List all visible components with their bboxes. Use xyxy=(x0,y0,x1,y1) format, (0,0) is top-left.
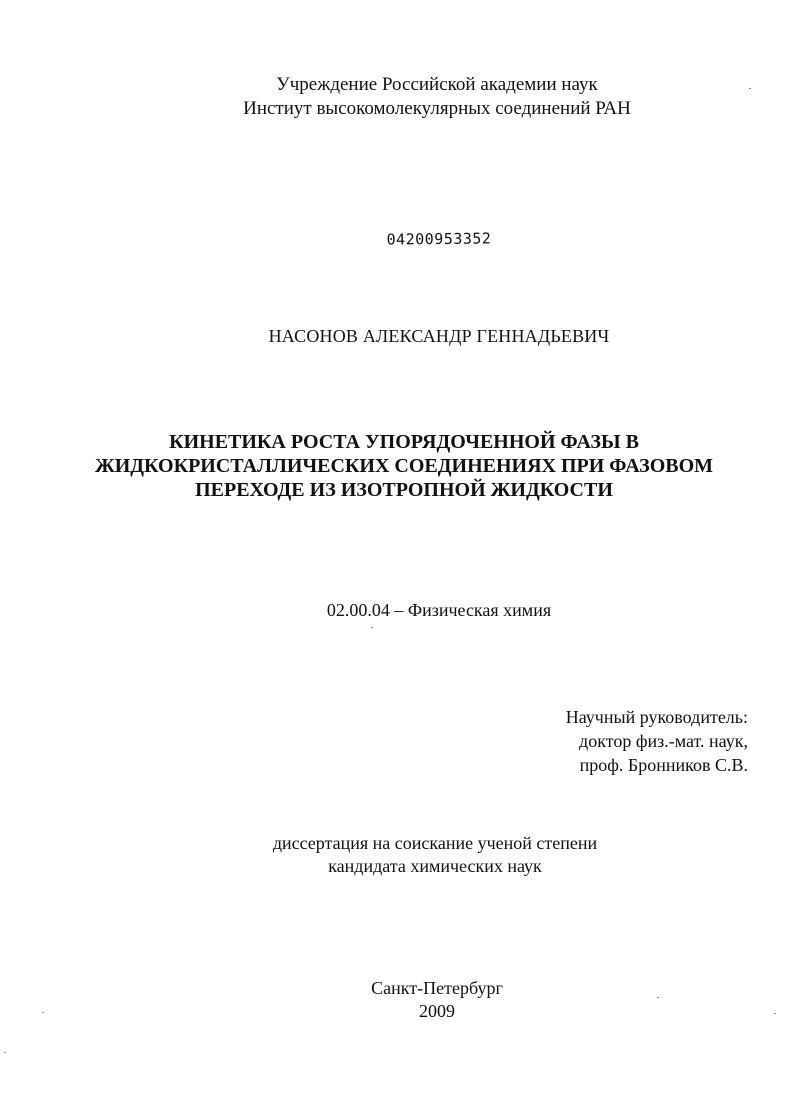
supervisor-line-2: доктор физ.-мат. наук, xyxy=(579,731,748,751)
scan-speck xyxy=(657,997,659,998)
author-name: НАСОНОВ АЛЕКСАНДР ГЕННАДЬЕВИЧ xyxy=(268,326,610,346)
title-line-1: КИНЕТИКА РОСТА УПОРЯДОЧЕННОЙ ФАЗЫ В xyxy=(169,431,639,453)
supervisor-line-1: Научный руководитель: xyxy=(565,707,748,727)
degree-line-1: диссертация на соискание ученой степени xyxy=(272,833,598,853)
institution-line-1: Учреждение Российской академии наук xyxy=(276,74,598,95)
place-and-year xyxy=(38,977,798,1023)
scan-speck xyxy=(4,1052,6,1053)
supervisor-line-3: проф. Бронников С.В. xyxy=(579,755,748,775)
scan-speck xyxy=(749,88,751,89)
scan-speck xyxy=(42,1012,44,1013)
institution-header xyxy=(38,73,798,121)
specialty-code: 02.00.04 – Физическая химия xyxy=(326,600,552,620)
scan-speck xyxy=(371,627,373,628)
degree-statement xyxy=(36,832,798,878)
city: Санкт-Петербург xyxy=(371,978,503,998)
title-line-2: ЖИДКОКРИСТАЛЛИЧЕСКИХ СОЕДИНЕНИЯХ ПРИ ФАЗОВОМ xyxy=(94,455,714,477)
degree-line-2: кандидата химических наук xyxy=(328,856,542,876)
supervisor-block xyxy=(448,705,748,777)
registry-number: 04200953352 xyxy=(386,229,492,249)
institution-line-2: Инстиут высокомолекулярных соединений РАН xyxy=(243,98,631,119)
scan-speck xyxy=(774,1013,776,1014)
year: 2009 xyxy=(419,1001,455,1021)
title-line-3: ПЕРЕХОДЕ ИЗ ИЗОТРОПНОЙ ЖИДКОСТИ xyxy=(195,479,613,501)
dissertation-title xyxy=(5,430,798,502)
